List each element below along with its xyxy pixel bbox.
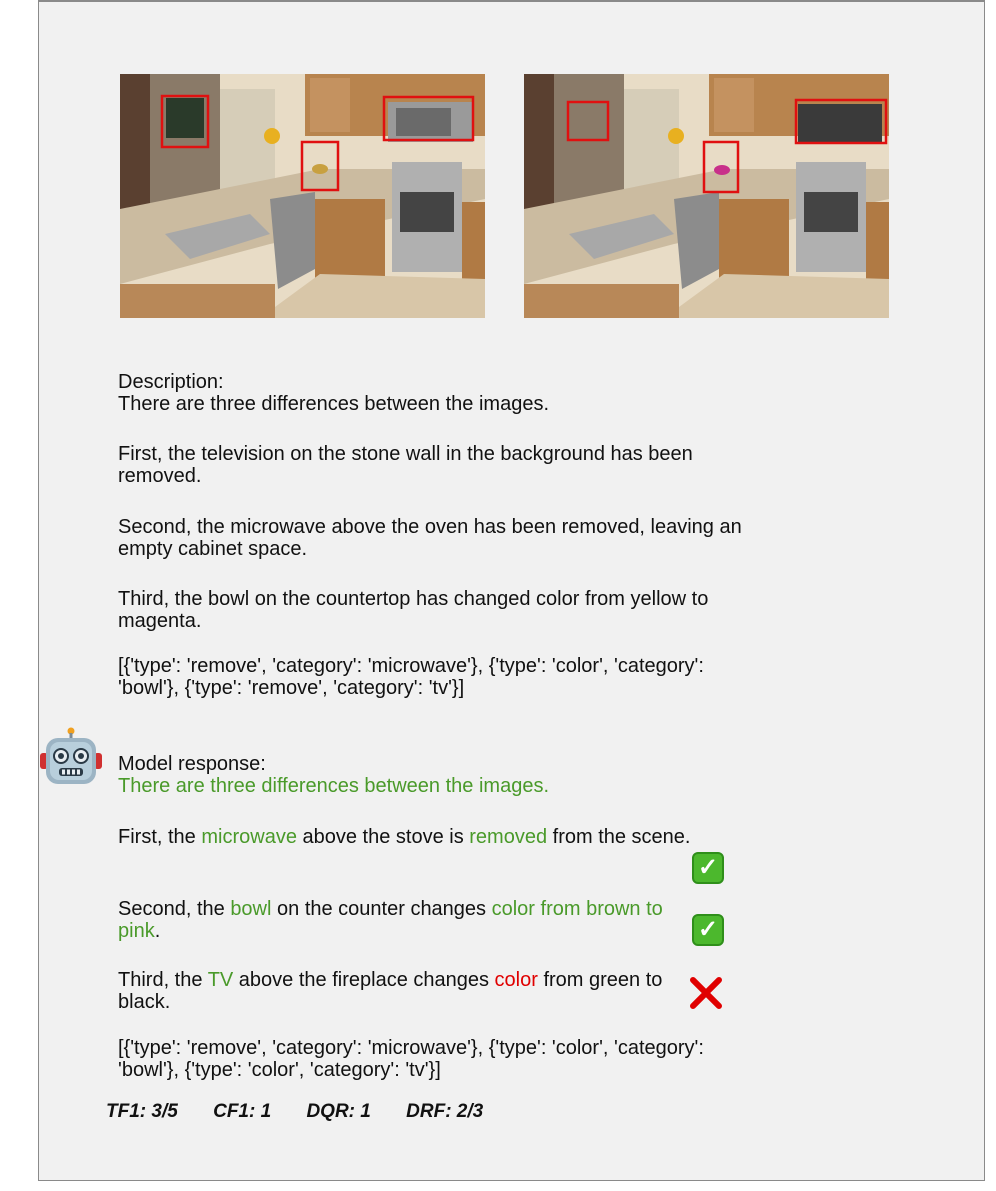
response-difference-2: Second, the bowl on the counter changes color from brown to pink. (118, 898, 663, 942)
robot-icon (40, 727, 102, 789)
description-heading: Description: (118, 371, 224, 393)
cross-icon (688, 975, 724, 1011)
description-summary: There are three differences between the images. (118, 393, 549, 415)
response-difference-3: Third, the TV above the fireplace changes color from green to black. (118, 969, 663, 1013)
check-icon: ✓ (692, 914, 724, 946)
metric-tf1: TF1: 3/5 (106, 1101, 178, 1122)
metrics-row (106, 1101, 513, 1123)
response-difference-1: First, the microwave above the stove is removed from the scene. (118, 826, 691, 848)
check-icon: ✓ (692, 852, 724, 884)
response-heading: Model response: (118, 753, 266, 775)
kitchen-image-original (120, 74, 485, 318)
metric-dqr: DQR: 1 (306, 1101, 371, 1122)
description-difference-1: First, the television on the stone wall in the background has been removed. (118, 443, 693, 487)
metric-drf: DRF: 2/3 (406, 1101, 484, 1122)
description-difference-3: Third, the bowl on the countertop has changed color from yellow to magenta. (118, 588, 709, 632)
description-difference-2: Second, the microwave above the oven has been removed, leaving an empty cabinet space. (118, 516, 742, 560)
ground-truth-list: [{'type': 'remove', 'category': 'microwave'}, {'type': 'color', 'category': 'bowl'}, {'type': 'remove', 'category': 'tv'}] (118, 655, 704, 699)
metric-cf1: CF1: 1 (213, 1101, 272, 1122)
predicted-list: [{'type': 'remove', 'category': 'microwave'}, {'type': 'color', 'category': 'bowl'}, {'type': 'color', 'category': 'tv'}] (118, 1037, 704, 1081)
response-summary: There are three differences between the images. (118, 775, 549, 797)
kitchen-image-edited (524, 74, 889, 318)
